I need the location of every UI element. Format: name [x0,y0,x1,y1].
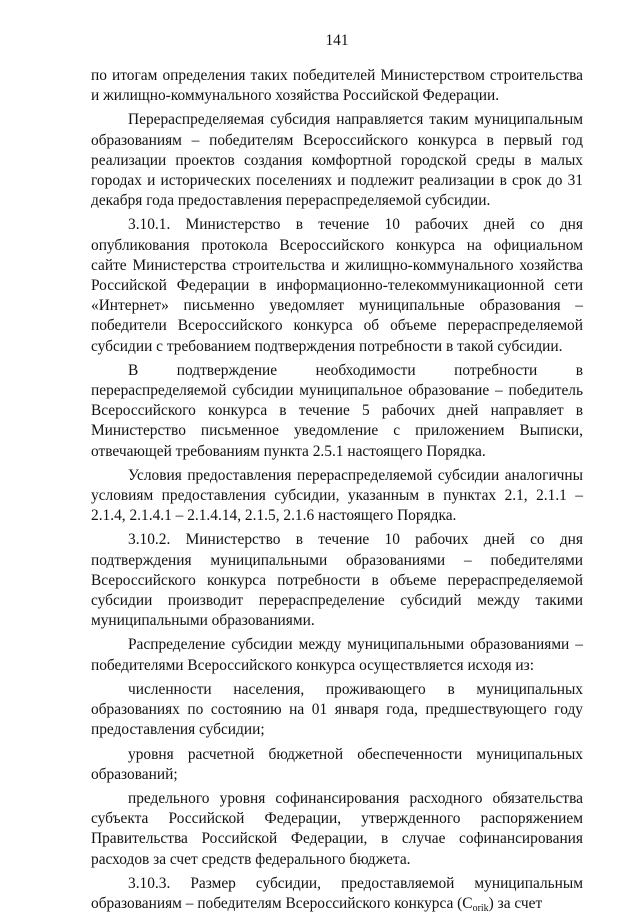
page-number: 141 [325,32,349,49]
paragraph: по итогам определения таких победителей Министерством строительства и жилищно-коммунального хозяйства Российской Федерации. [91,67,583,105]
paragraph: численности населения, проживающего в муниципальных образованиях по состоянию на 01 января года, предшествующего году предоставления субсидии; [91,680,583,739]
paragraph: 3.10.1. Министерство в течение 10 рабочих дней со дня опубликования протокола Всероссийского конкурса на официальном сайте Министерства строительства и жилищно-коммунального хозяйства Российской Федерации в информационно-телекоммуникационной сети «Интернет» письменно уведомляет муниципальные образования – победители Всероссийского конкурса об объеме перераспределяемой субсидии с требованием подтверждения потребности в такой субсидии. [91,216,583,355]
paragraph: 3.10.2. Министерство в течение 10 рабочих дней со дня подтверждения муниципальными образованиями – победителями Всероссийского конкурса потребности в объеме перераспределяемой субсидии производит перераспределение субсидий между такими муниципальными образованиями. [91,531,583,630]
subscript-orik: orik [472,902,489,914]
paragraph-final [91,874,583,914]
paragraph-final-text-after: ) за счет [488,894,543,912]
paragraph: Перераспределяемая субсидия направляется таким муниципальным образованиям – победителям Всероссийского конкурса в первый год реализации проектов создания комфортной городской среды в малых городах и исторических поселениях и подлежит реализации в срок до 31 декабря года предоставления перераспределяемой субсидии. [91,111,583,210]
document-body [91,66,583,918]
paragraph: предельного уровня софинансирования расходного обязательства субъекта Российской Федерации, утвержденного распоряжением Правительства Российской Федерации, в случае софинансирования расходов за счет средств федерального бюджета. [91,789,583,868]
paragraph: уровня расчетной бюджетной обеспеченности муниципальных образований; [91,745,583,783]
paragraph: В подтверждение необходимости потребности в перераспределяемой субсидии муниципальное образование – победитель Всероссийского конкурса в течение 5 рабочих дней направляет в Министерство письменное уведомление с приложением Выписки, отвечающей требованиям пункта 2.5.1 настоящего Порядка. [91,361,583,460]
paragraph: Распределение субсидии между муниципальными образованиями – победителями Всероссийского конкурса осуществляется исходя из: [91,636,583,674]
paragraph: Условия предоставления перераспределяемой субсидии аналогичны условиям предоставления субсидии, указанным в пунктах 2.1, 2.1.1 – 2.1.4, 2.1.4.1 – 2.1.4.14, 2.1.5, 2.1.6 настоящего Порядка. [91,466,583,525]
paragraph-final-text-before: 3.10.3. Размер субсидии, предоставляемой муниципальным образованиям – победителям Всероссийского конкурса (C [91,874,583,912]
